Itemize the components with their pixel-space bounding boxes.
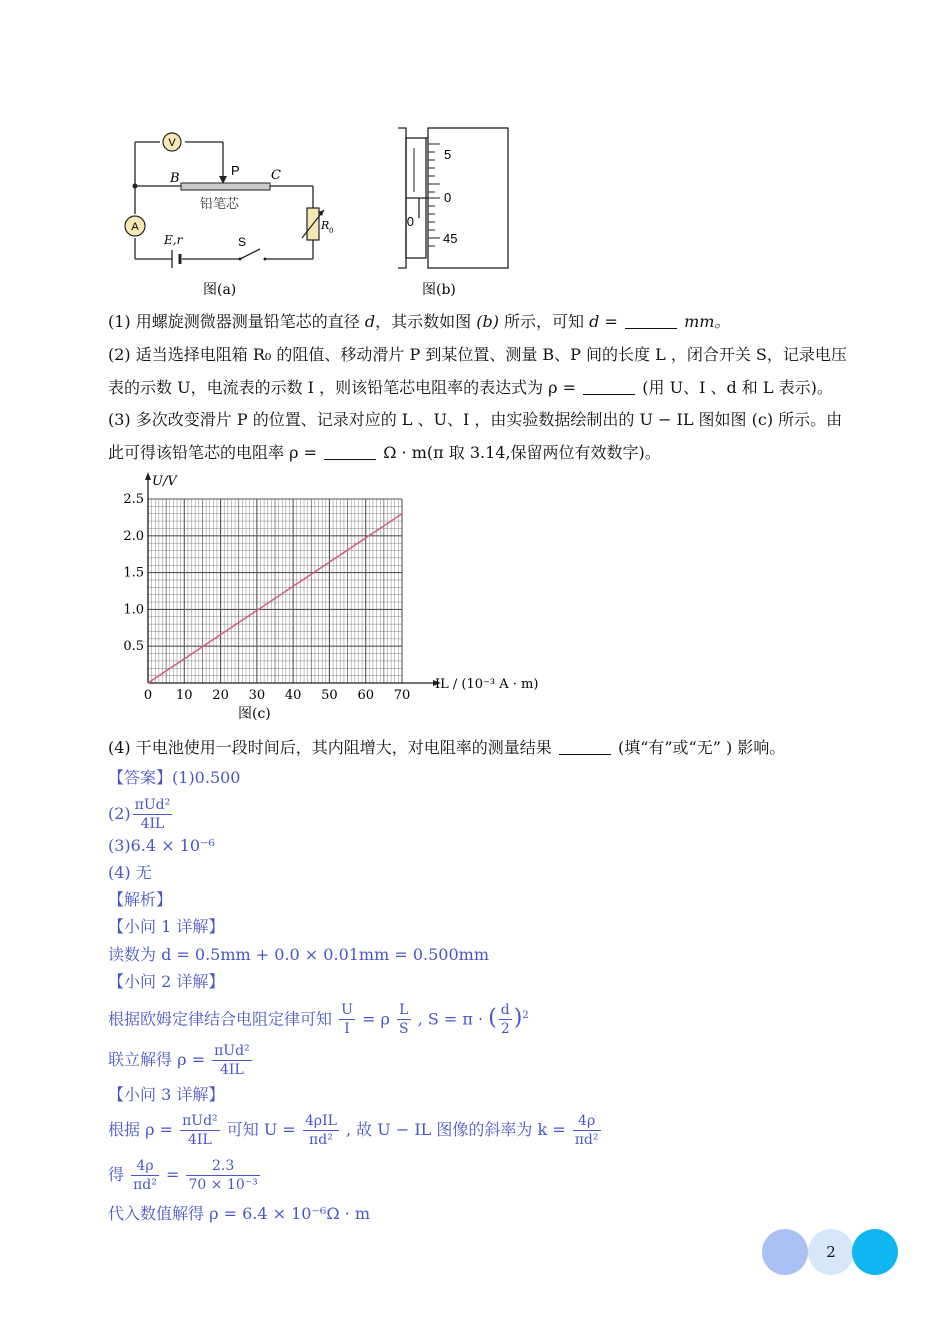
- answer-blank-3[interactable]: [324, 445, 376, 460]
- battery-label: E,r: [164, 233, 183, 247]
- sub-question-2-formula: 根据欧姆定律结合电阻定律可知 $\frac{U}{I}$ = ρ $\frac{L}{S}$ , S = π · ( $\frac{d}{2}$ )$^2$: [108, 1002, 529, 1038]
- x-tick-label: 50: [321, 688, 338, 703]
- x-tick-label: 0: [143, 688, 153, 703]
- sub-question-1-header: 【小问 1 详解】: [108, 917, 225, 936]
- x-tick-label: 40: [284, 688, 302, 703]
- sub-question-3-formula: 根据 ρ = $\frac{\text{πUd²}}{4IL}$ 可知 U = $\frac{\text{4ρIL}}{\text{πd²}}$ , 故 U − IL 图像的斜率为 k = $\frac{4\rho}{\text{πd²}}$: [108, 1113, 599, 1148]
- sub-question-2-result: 联立解得 ρ = $\frac{\text{πUd²}}{4IL}$: [108, 1043, 250, 1078]
- pencil-rod-label: 铅笔芯: [200, 197, 240, 212]
- question-4: (4) 干电池使用一段时间后，其内阻增大，对电阻率的测量结果 (填“有”或“无” ) 影响。: [108, 738, 786, 757]
- y-axis-arrow: [145, 472, 151, 480]
- page-badge-left: [762, 1229, 808, 1275]
- question-3-line-2: 此可得该铅笔芯的电阻率 ρ = Ω · m(π 取 3.14,保留两位有效数字)。: [108, 443, 661, 462]
- switch-label: S: [238, 235, 247, 249]
- thimble-tick-0: 0: [444, 190, 452, 205]
- answer-header-line: [108, 768, 240, 788]
- question-3-line-1: (3) 多次改变滑片 P 的位置、记录对应的 L 、U、I ，由实验数据绘制出的 U − IL 图如图 (c) 所示。由: [108, 410, 843, 429]
- thimble-tick-5: 5: [444, 147, 452, 162]
- figure-c-caption: 图(c): [238, 706, 271, 722]
- voltmeter-label: V: [168, 137, 176, 149]
- label-b: B: [170, 171, 180, 186]
- resistor-label: R: [321, 219, 330, 232]
- sub-question-2-header: 【小问 2 详解】: [108, 972, 225, 991]
- x-tick-label: 70: [393, 688, 411, 703]
- answer-3: (3)6.4 × 10⁻⁶: [108, 836, 215, 855]
- x-tick-label: 30: [248, 688, 266, 703]
- chart-x-axis-label: IL / (10⁻³ A · m): [435, 677, 539, 692]
- answer-1: (1)0.500: [172, 768, 241, 787]
- sub-question-1-text: 读数为 d = 0.5mm + 0.0 × 0.01mm = 0.500mm: [108, 945, 489, 964]
- x-tick-label: 10: [176, 688, 193, 703]
- sub-question-3-slope: 得 $\frac{4\rho}{\text{πd²}}$ = $\frac{2.3}{\text{70 × 10⁻³}}$: [108, 1158, 258, 1193]
- sub-question-3-header: 【小问 3 详解】: [108, 1085, 225, 1104]
- answer-header: 【答案】: [108, 768, 173, 787]
- answer-blank-1[interactable]: [625, 314, 677, 329]
- y-tick-label: 2.5: [123, 492, 144, 507]
- y-tick-label: 1.0: [123, 602, 144, 618]
- y-tick-label: 2.0: [123, 528, 144, 544]
- resistor-subscript: 0: [329, 227, 334, 235]
- sleeve-tick-0: 0: [406, 214, 414, 229]
- pencil-rod: [181, 183, 270, 190]
- question-1: (1) 用螺旋测微器测量铅笔芯的直径 d，其示数如图 (b) 所示，可知 d = mm。: [108, 312, 731, 331]
- question-2-line-2: 表的示数 U，电流表的示数 I ，则该铅笔芯电阻率的表达式为 ρ = (用 U、I 、d 和 L 表示)。: [108, 378, 833, 397]
- sub-question-3-result: 代入数值解得 ρ = 6.4 × 10⁻⁶Ω · m: [108, 1204, 371, 1223]
- analysis-header: 【解析】: [108, 890, 173, 909]
- answer-4: (4) 无: [108, 863, 152, 882]
- chart-y-axis-label: U/V: [152, 474, 177, 489]
- x-tick-label: 60: [357, 688, 374, 703]
- figure-a-caption: 图(a): [203, 282, 237, 298]
- micrometer-diagram: [390, 122, 520, 302]
- figure-b-caption: 图(b): [422, 282, 456, 298]
- ammeter-label: A: [131, 221, 139, 233]
- label-c: C: [271, 168, 281, 183]
- y-tick-label: 1.5: [123, 565, 144, 581]
- u-il-chart: [108, 470, 548, 730]
- question-2-line-1: (2) 适当选择电阻箱 R₀ 的阻值、移动滑片 P 到某位置、测量 B、P 间的长度 L ，闭合开关 S，记录电压: [108, 345, 847, 364]
- answer-blank-2[interactable]: [583, 380, 635, 395]
- page-badge-right: [852, 1229, 898, 1275]
- y-tick-label: 0.5: [123, 639, 144, 655]
- answer-blank-4[interactable]: [559, 740, 611, 755]
- page-number: 2: [826, 1243, 836, 1261]
- label-p: P: [231, 163, 240, 178]
- answer-2: (2) $\frac{\text{πUd²}}{4IL}$: [108, 797, 171, 832]
- x-tick-label: 20: [212, 688, 229, 703]
- circuit-diagram: [108, 122, 348, 302]
- thimble-tick-45: 45: [443, 231, 458, 246]
